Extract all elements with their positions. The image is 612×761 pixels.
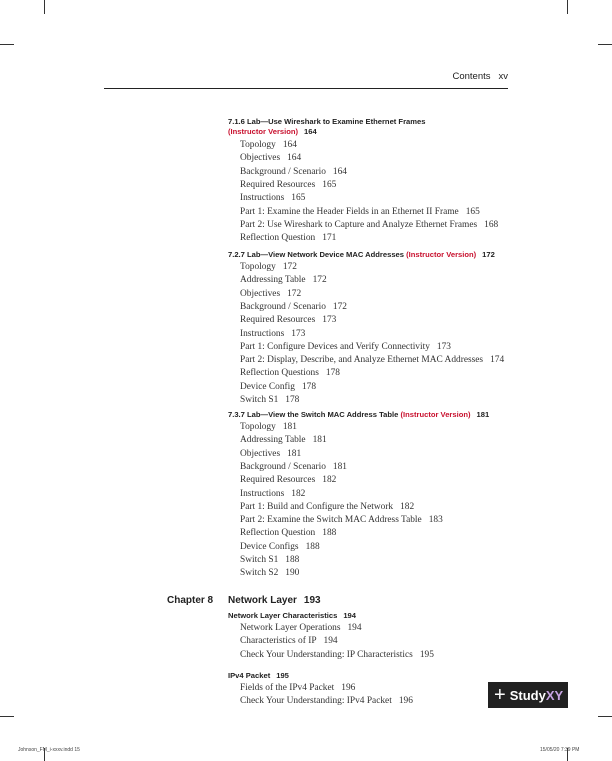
toc-entry[interactable] — [240, 382, 316, 392]
toc-entry-page-number: 182 — [400, 501, 415, 512]
toc-entry-title: Reflection Questions — [240, 368, 319, 379]
instructor-version-label: (Instructor Version) — [406, 250, 477, 259]
toc-entry-title: Addressing Table — [240, 275, 306, 286]
toc-entry-page-number: 178 — [301, 381, 316, 392]
toc-section-heading-line2[interactable] — [228, 127, 317, 136]
toc-section-heading[interactable] — [228, 671, 289, 680]
crop-mark — [0, 716, 14, 717]
toc-entry-title: Check Your Understanding: IPv4 Packet — [240, 696, 392, 707]
toc-entry-title: Topology — [240, 140, 276, 150]
toc-entry[interactable] — [240, 650, 434, 660]
crop-mark — [598, 716, 612, 717]
toc-entry-page-number: 171 — [322, 233, 337, 244]
crop-mark — [598, 44, 612, 45]
section-page-number: 164 — [304, 127, 317, 136]
toc-entry-page-number: 172 — [282, 262, 297, 272]
toc-entry-page-number: 181 — [312, 435, 327, 446]
logo-brand-accent: XY — [545, 687, 564, 703]
toc-entry[interactable] — [240, 636, 338, 646]
toc-entry-page-number: 178 — [325, 368, 340, 379]
toc-entry-page-number: 178 — [285, 395, 300, 405]
toc-entry-page-number: 173 — [322, 315, 337, 326]
chapter-title[interactable] — [228, 595, 321, 606]
running-header — [104, 70, 508, 89]
toc-entry-page-number: 165 — [322, 179, 337, 190]
logo-brand: Study — [509, 687, 546, 703]
toc-entry-title: Instructions — [240, 488, 285, 499]
toc-entry-title: Required Resources — [240, 315, 316, 326]
section-title: Network Layer Characteristics — [228, 611, 338, 620]
toc-entry-title: Part 1: Configure Devices and Verify Connectivity — [240, 341, 430, 352]
toc-entry[interactable] — [240, 555, 299, 565]
toc-entry-title: Instructions — [240, 328, 285, 339]
toc-entry-title: Background / Scenario — [240, 301, 326, 312]
toc-entry-page-number: 173 — [436, 341, 451, 352]
toc-entry[interactable] — [240, 220, 498, 230]
header-title: Contents — [452, 71, 491, 82]
toc-entry-page-number: 168 — [484, 219, 499, 230]
toc-entry[interactable] — [240, 542, 320, 552]
section-page-number: 181 — [476, 410, 490, 419]
crop-mark — [0, 44, 14, 45]
toc-entry-page-number: 164 — [282, 140, 297, 150]
toc-entry-title: Switch S1 — [240, 555, 279, 565]
toc-entry[interactable] — [240, 528, 336, 538]
toc-entry[interactable] — [240, 329, 305, 339]
footer-filename: Johnson_FM_i-xxxv.indd 15 — [18, 747, 80, 753]
toc-entry-title: Background / Scenario — [240, 166, 326, 177]
studyxy-logo — [488, 682, 568, 708]
toc-entry-title: Network Layer Operations — [240, 623, 341, 633]
toc-entry-page-number: 194 — [347, 623, 362, 633]
toc-entry-title: Background / Scenario — [240, 461, 326, 472]
toc-entry[interactable] — [240, 623, 362, 633]
toc-entry-title: Part 1: Build and Configure the Network — [240, 501, 394, 512]
toc-entry[interactable] — [240, 153, 301, 163]
toc-entry-page-number: 165 — [291, 193, 306, 204]
toc-entry-title: Required Resources — [240, 475, 316, 486]
toc-entry[interactable] — [240, 275, 327, 285]
toc-entry-title: Reflection Question — [240, 528, 316, 539]
toc-entry-title: Objectives — [240, 448, 281, 459]
toc-entry-title: Part 2: Use Wireshark to Capture and Analyze Ethernet Frames — [240, 219, 478, 230]
toc-entry-title: Check Your Understanding: IP Characteristics — [240, 649, 413, 660]
toc-entry-page-number: 172 — [332, 301, 347, 312]
toc-entry-page-number: 182 — [291, 488, 306, 499]
header-page-number: xv — [498, 71, 508, 82]
instructor-version-label: (Instructor Version) — [228, 127, 299, 136]
toc-entry[interactable] — [240, 462, 347, 472]
toc-entry-title: Switch S1 — [240, 395, 279, 405]
toc-section-heading[interactable] — [228, 250, 495, 259]
toc-entry[interactable] — [240, 422, 297, 432]
toc-entry-title: Fields of the IPv4 Packet — [240, 683, 335, 693]
toc-entry-page-number: 183 — [428, 515, 443, 526]
toc-entry[interactable] — [240, 696, 413, 706]
toc-entry-page-number: 195 — [419, 649, 434, 660]
toc-entry-title: Objectives — [240, 153, 281, 164]
toc-entry-page-number: 172 — [287, 288, 302, 299]
toc-entry-page-number: 164 — [287, 153, 302, 164]
toc-entry-page-number: 188 — [285, 555, 300, 565]
toc-entry[interactable] — [240, 368, 340, 378]
toc-entry[interactable] — [240, 289, 301, 299]
toc-entry[interactable] — [240, 568, 299, 578]
toc-entry-page-number: 188 — [322, 528, 337, 539]
toc-entry[interactable] — [240, 683, 355, 693]
toc-entry-page-number: 164 — [332, 166, 347, 177]
toc-entry-page-number: 182 — [322, 475, 337, 486]
toc-entry[interactable] — [240, 315, 336, 325]
chapter-page-number: 193 — [303, 595, 321, 606]
toc-section-heading[interactable] — [228, 410, 489, 419]
toc-entry-page-number: 172 — [312, 275, 327, 286]
header-text — [452, 71, 508, 82]
toc-entry-title: Part 2: Examine the Switch MAC Address Table — [240, 515, 422, 526]
section-title: IPv4 Packet — [228, 671, 271, 680]
footer-datetime: 15/05/20 7:39 PM — [540, 747, 580, 753]
toc-entry-title: Topology — [240, 422, 276, 432]
section-title: 7.3.7 Lab—View the Switch MAC Address Table — [228, 410, 399, 419]
toc-entry-title: Required Resources — [240, 179, 316, 190]
toc-entry[interactable] — [240, 167, 347, 177]
toc-entry[interactable] — [240, 489, 305, 499]
crop-mark — [44, 0, 45, 14]
toc-entry[interactable] — [240, 233, 336, 243]
toc-entry-page-number: 165 — [465, 206, 480, 217]
section-page-number: 194 — [343, 611, 356, 620]
toc-entry-title: Objectives — [240, 288, 281, 299]
chapter-label: Chapter 8 — [167, 595, 214, 606]
section-page-number: 195 — [276, 671, 289, 680]
toc-entry[interactable] — [240, 262, 297, 272]
toc-entry-title: Device Configs — [240, 541, 299, 552]
toc-entry[interactable] — [240, 355, 504, 365]
toc-entry-page-number: 188 — [305, 541, 320, 552]
toc-entry[interactable] — [240, 193, 305, 203]
toc-entry-page-number: 196 — [398, 696, 413, 707]
toc-entry[interactable] — [240, 140, 297, 150]
toc-entry[interactable] — [240, 180, 336, 190]
toc-entry-page-number: 181 — [287, 448, 302, 459]
toc-entry-page-number: 173 — [291, 328, 306, 339]
toc-entry[interactable] — [240, 449, 301, 459]
toc-entry[interactable] — [240, 435, 327, 445]
toc-entry[interactable] — [240, 302, 347, 312]
plus-icon: + — [494, 684, 506, 706]
toc-entry-title: Instructions — [240, 193, 285, 204]
section-title: 7.2.7 Lab—View Network Device MAC Addresses — [228, 250, 404, 259]
toc-entry-title: Topology — [240, 262, 276, 272]
toc-entry-page-number: 181 — [282, 422, 297, 432]
toc-entry-page-number: 181 — [332, 461, 347, 472]
toc-section-heading[interactable] — [228, 117, 425, 126]
toc-entry[interactable] — [240, 395, 299, 405]
toc-entry-title: Part 1: Examine the Header Fields in an Ethernet II Frame — [240, 206, 459, 217]
toc-entry-title: Characteristics of IP — [240, 636, 317, 647]
toc-entry[interactable] — [240, 502, 414, 512]
toc-entry-title: Addressing Table — [240, 435, 306, 446]
toc-entry-page-number: 190 — [285, 568, 300, 579]
toc-entry[interactable] — [240, 207, 480, 217]
toc-entry-title: Reflection Question — [240, 233, 316, 244]
section-title: 7.1.6 Lab—Use Wireshark to Examine Ethernet Frames — [228, 117, 426, 126]
toc-section-heading[interactable] — [228, 611, 356, 620]
chapter-title-text: Network Layer — [228, 595, 297, 606]
instructor-version-label: (Instructor Version) — [400, 410, 471, 419]
toc-entry-page-number: 196 — [341, 683, 356, 693]
crop-mark — [567, 0, 568, 14]
toc-entry[interactable] — [240, 475, 336, 485]
toc-entry-title: Part 2: Display, Describe, and Analyze Ethernet MAC Addresses — [240, 355, 484, 366]
toc-entry[interactable] — [240, 342, 451, 352]
toc-entry-page-number: 174 — [490, 355, 505, 366]
toc-entry[interactable] — [240, 515, 443, 525]
toc-entry-title: Device Config — [240, 381, 295, 392]
toc-entry-title: Switch S2 — [240, 568, 279, 579]
toc-entry-page-number: 194 — [323, 636, 338, 647]
section-page-number: 172 — [482, 250, 495, 259]
